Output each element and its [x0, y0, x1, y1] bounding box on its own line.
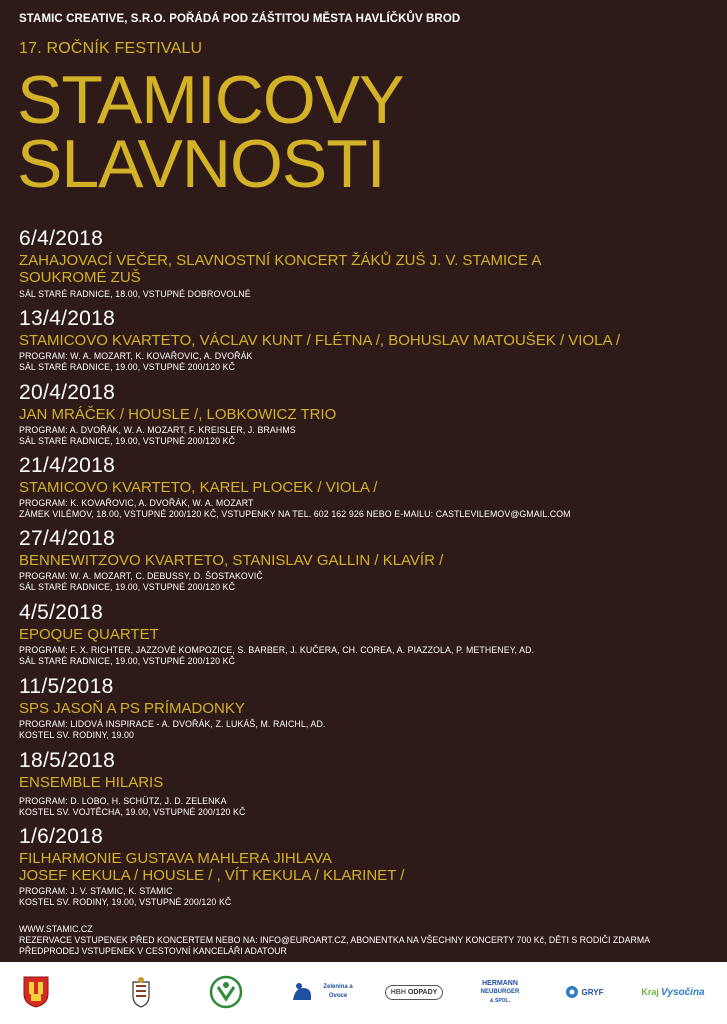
zelenina-text: Zelenina a Ovoce — [323, 984, 353, 999]
event-6 — [19, 602, 709, 667]
event-title-line: SPS JASOŇ A PS PRÍMADONKY — [19, 700, 245, 717]
event-title-line: ZAHAJOVACÍ VEČER, SLAVNOSTNÍ KONCERT ŽÁKŮ ZUŠ J. V. STAMICE A — [19, 252, 542, 269]
kraj-text: Kraj — [641, 986, 659, 997]
event-title-line: ENSEMBLE HILARIS — [19, 774, 164, 791]
title-line-1: STAMICOVY — [17, 62, 404, 138]
event-program: PROGRAM: D. LOBO, H. SCHÜTZ, J. D. ZELENKA — [19, 796, 227, 806]
event-venue: SÁL STARÉ RADNICE, 19.00, VSTUPNÉ 200/120 KČ — [19, 362, 236, 372]
event-program: PROGRAM: J. V. STAMIC, K. STAMIC — [19, 886, 173, 896]
animal-logo-icon — [290, 974, 314, 1010]
event-program: PROGRAM: F. X. RICHTER, JAZZOVÉ KOMPOZICE, S. BARBER, J. KUČERA, CH. COREA, A. PIAZZOLA, P. METHENEY, AD. — [19, 645, 535, 655]
event-8 — [19, 750, 709, 818]
event-detail: SÁL STARÉ RADNICE, 18.00, VSTUPNÉ DOBROVOLNÉ — [19, 289, 251, 299]
event-date: 20/4/2018 — [19, 381, 116, 404]
event-9 — [19, 826, 709, 908]
event-title-line: EPOQUE QUARTET — [19, 626, 159, 643]
event-5 — [19, 528, 709, 593]
event-2 — [19, 308, 709, 373]
gryf-logo — [562, 974, 606, 1010]
hermann-text-b: NEUBURGER — [480, 988, 520, 995]
event-program: PROGRAM: LIDOVÁ INSPIRACE - A. DVOŘÁK, Z. LUKÁŠ, M. RAICHL, AD. — [19, 719, 326, 729]
event-venue: SÁL STARÉ RADNICE, 19.00, VSTUPNÉ 200/120 KČ — [19, 656, 236, 666]
event-date: 13/4/2018 — [19, 307, 116, 330]
event-3 — [19, 382, 709, 447]
odpady-text-b: ODPADY — [407, 988, 438, 996]
event-7 — [19, 676, 709, 741]
event-title-line: STAMICOVO KVARTETO, KAREL PLOCEK / VIOLA / — [19, 479, 378, 496]
event-date: 21/4/2018 — [19, 454, 116, 477]
odpady-badge — [385, 985, 444, 1000]
town-coat-of-arms-icon — [22, 974, 50, 1010]
crest-icon — [128, 974, 154, 1010]
event-date: 6/4/2018 — [19, 227, 104, 250]
event-4 — [19, 455, 709, 520]
vysocina-text: Vysočina — [660, 986, 705, 998]
event-date: 4/5/2018 — [19, 601, 104, 624]
presale-note: PŘEDPRODEJ VSTUPENEK V CESTOVNÍ KANCELÁŘI ADATOUR — [19, 946, 287, 956]
event-venue: ZÁMEK VILÉMOV, 18.00, VSTUPNÉ 200/120 KČ, VSTUPENKY NA TEL. 602 162 926 NEBO E-MAILU: CASTLEVILEMOV@GMAIL.COM — [19, 509, 571, 519]
event-title-line: BENNEWITZOVO KVARTETO, STANISLAV GALLIN / KLAVÍR / — [19, 552, 444, 569]
green-emblem-icon — [208, 974, 244, 1010]
hermann-text-a: HERMANN — [482, 979, 518, 987]
event-title-line: FILHARMONIE GUSTAVA MAHLERA JIHLAVA — [19, 850, 332, 867]
event-date: 1/6/2018 — [19, 825, 104, 848]
event-venue: KOSTEL SV. VOJTĚCHA, 19.00, VSTUPNÉ 200/120 KČ — [19, 807, 246, 817]
event-title-line: STAMICOVO KVARTETO, VÁCLAV KUNT / FLÉTNA /, BOHUSLAV MATOUŠEK / VIOLA / — [19, 332, 620, 349]
title-line-2: SLAVNOSTI — [17, 126, 385, 202]
event-venue: SÁL STARÉ RADNICE, 19.00, VSTUPNÉ 200/120 KČ — [19, 582, 236, 592]
event-title-line: JAN MRÁČEK / HOUSLE /, LOBKOWICZ TRIO — [19, 406, 337, 423]
odpady-text-a: HBH — [390, 988, 406, 996]
event-date: 11/5/2018 — [19, 675, 114, 698]
event-date: 27/4/2018 — [19, 527, 116, 550]
sponsor-logos-bar — [0, 962, 727, 1024]
organizer-line: STAMIC CREATIVE, S.R.O. POŘÁDÁ POD ZÁŠTITOU MĚSTA HAVLÍČKŮV BROD — [19, 13, 461, 25]
website-link[interactable]: WWW.STAMIC.CZ — [19, 924, 93, 934]
hermann-logo — [478, 974, 522, 1010]
kraj-vysocina-logo — [638, 974, 708, 1010]
gryf-text: GRYF — [581, 987, 604, 997]
event-venue: KOSTEL SV. RODINY, 19.00, VSTUPNÉ 200/120 KČ — [19, 897, 232, 907]
reservation-note: REZERVACE VSTUPENEK PŘED KONCERTEM NEBO NA: INFO@EUROART.CZ, ABONENTKA NA VŠECHNY KONCERTY 700 Kč, DĚTI S RODIČI ZDARMA — [19, 935, 651, 945]
event-date: 18/5/2018 — [19, 749, 116, 772]
festival-title — [17, 62, 404, 202]
event-venue: KOSTEL SV. RODINY, 19.00 — [19, 730, 135, 740]
event-program: PROGRAM: A. DVOŘÁK, W. A. MOZART, F. KREISLER, J. BRAHMS — [19, 425, 296, 435]
event-1 — [19, 228, 709, 300]
odpady-logo — [388, 974, 440, 1010]
zelenina-logo — [318, 974, 358, 1010]
event-program: PROGRAM: K. KOVAŘOVIC, A. DVOŘÁK, W. A. MOZART — [19, 498, 254, 508]
event-venue: SÁL STARÉ RADNICE, 19.00, VSTUPNÉ 200/120 KČ — [19, 436, 236, 446]
gryf-icon — [565, 985, 579, 999]
event-title-line: JOSEF KEKULA / HOUSLE / , VÍT KEKULA / KLARINET / — [19, 867, 405, 884]
footer-info — [19, 924, 650, 957]
edition-label: 17. ROČNÍK FESTIVALU — [19, 40, 203, 57]
event-title-line: SOUKROMÉ ZUŠ — [19, 269, 141, 286]
hermann-text-c: & SPOL. — [489, 997, 510, 1004]
event-program: PROGRAM: W. A. MOZART, K. KOVAŘOVIC, A. DVOŘÁK — [19, 351, 253, 361]
event-program: PROGRAM: W. A. MOZART, C. DEBUSSY, D. ŠOSTAKOVIČ — [19, 571, 263, 581]
